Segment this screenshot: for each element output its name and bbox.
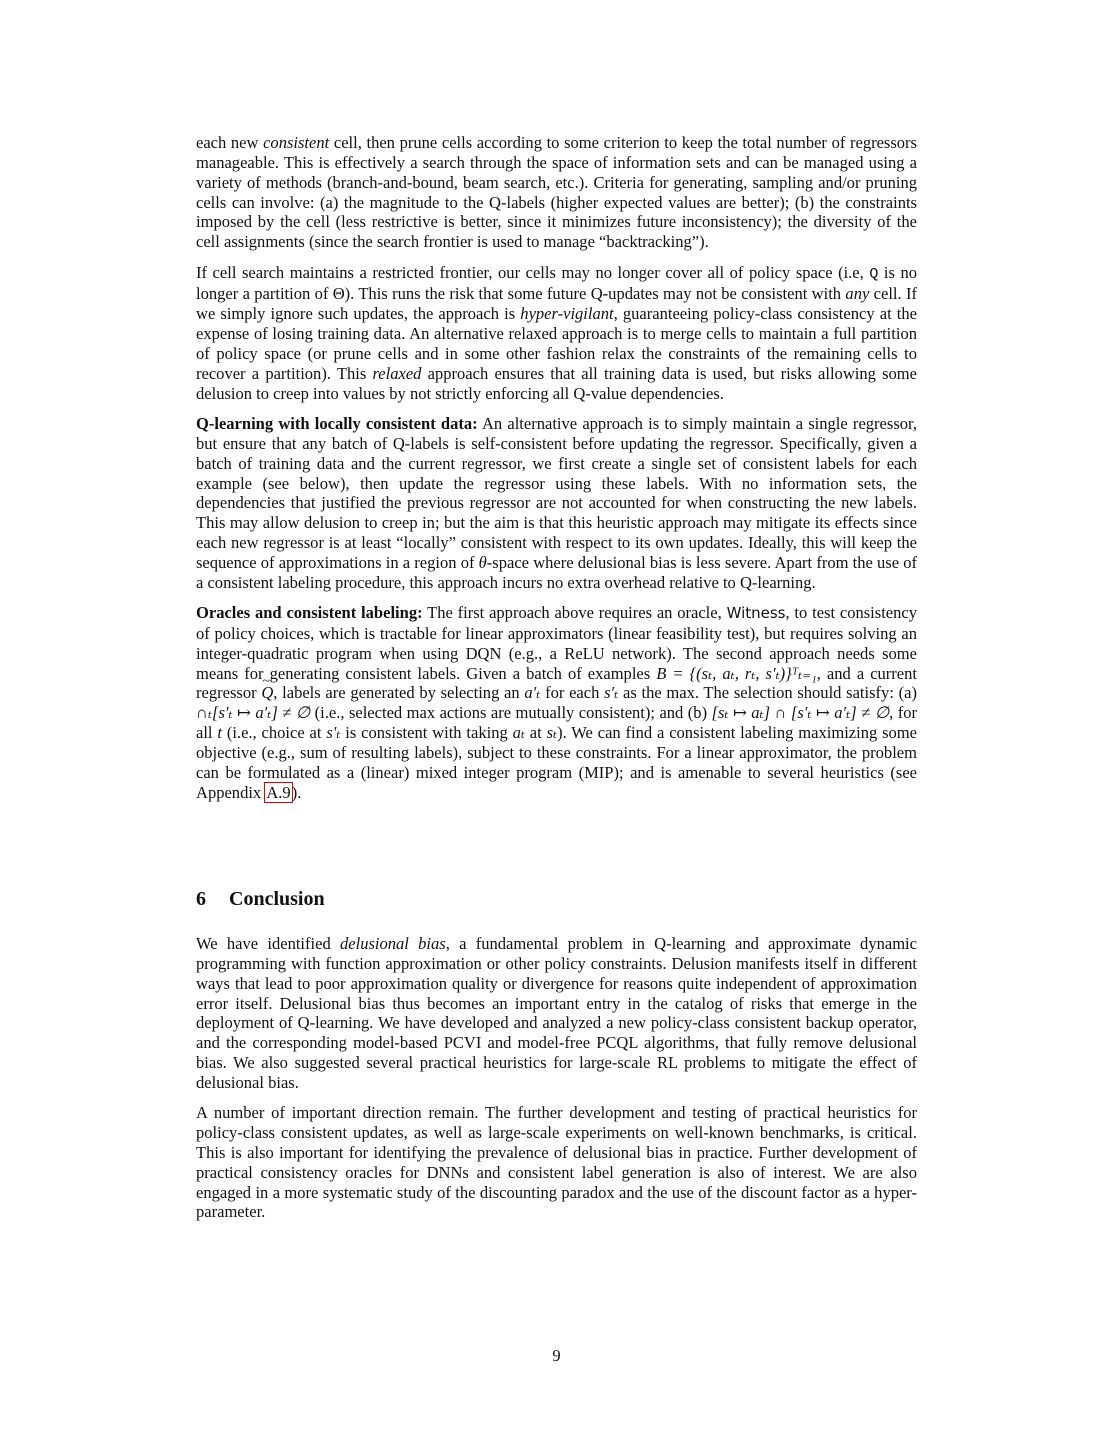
math-condition-b: [sₜ ↦ aₜ] ∩ [s′ₜ ↦ a′ₜ] ≠ ∅ xyxy=(711,703,890,723)
emphasis: any xyxy=(845,284,870,304)
math-t: t xyxy=(217,723,222,743)
page-number: 9 xyxy=(552,1346,561,1365)
body-text xyxy=(196,133,917,803)
math-a-prime: a′ₜ xyxy=(524,683,541,703)
emphasis: consistent xyxy=(263,133,330,152)
paragraph-locally-consistent: Q-learning with locally consistent data: An alternative approach is to simply maintain a single regressor, but ensure that any batch of Q-labels is self-consistent before updating the regressor. Specifically, given a batch of training data and the current regressor, we first create a single set of consistent labels for each example (see below), then update the regressor using these labels. With no information sets, the dependencies that justified the previous regressor are not accounted for when constructing the new labels. This may allow delusion to creep in; but the aim is that this heuristic approach may mitigate its effects since each new regressor is at least “locally” consistent with respect to its own updates. Ideally, this will keep the sequence of approximations in a region of θ-space where delusional bias is less severe. Apart from the use of a consistent labeling procedure, this approach incurs no extra overhead relative to Q-learning. xyxy=(196,413,917,592)
conclusion-text xyxy=(196,934,917,1222)
emphasis: delusional bias xyxy=(340,934,446,953)
math-a-t: aₜ xyxy=(512,723,525,743)
code-q: Q xyxy=(869,265,879,283)
run-in-heading: Q-learning with locally consistent data: xyxy=(196,413,478,433)
run-in-heading: Oracles and consistent labeling: xyxy=(196,603,423,623)
paragraph-conclusion-summary: We have identified delusional bias, a fundamental problem in Q-learning and approximate dynamic programming with function approximation or other policy constraints. Delusion manifests itself in different ways that lead to poor approximation quality or divergence for reasons quite independent of approximation error itself. Delusional bias thus becomes an important entry in the catalog of risks that emerge in the deployment of Q-learning. We have developed and analyzed a new policy-class consistent backup operator, and the corresponding model-based PCVI and model-free PCQL algorithms, that fully remove delusional bias. We also suggested several practical heuristics for large-scale RL problems to mitigate the effect of delusional bias. xyxy=(196,934,917,1092)
emphasis: hyper-vigilant xyxy=(520,304,614,324)
math-q-tilde: ~ Q xyxy=(261,683,273,703)
math-s-prime: s′ₜ xyxy=(326,723,341,743)
math-condition-a: ∩ₜ[s′ₜ ↦ a′ₜ] ≠ ∅ xyxy=(196,703,311,723)
emphasis: relaxed xyxy=(372,363,422,383)
section-heading xyxy=(196,888,325,911)
math-batch: B = {(sₜ, aₜ, rₜ, s′ₜ)}ᵀₜ₌₁ xyxy=(656,663,817,683)
paragraph-future-work: A number of important direction remain. The further development and testing of practical heuristics for policy-class consistent updates, as well as large-scale experiments on well-known benchmarks, is critical. This is also important for identifying the prevalence of delusional bias in practice. Further development of practical consistency oracles for DNNs and consistent label generation is also of interest. We are also engaged in a more systematic study of the discounting paradox and the use of the discount factor as a hyper-parameter. xyxy=(196,1103,917,1222)
paragraph-cell-search: each new consistent cell, then prune cells according to some criterion to keep the total number of regressors manageable. This is effectively a search through the space of information sets and can be managed using a variety of methods (branch-and-bound, beam search, etc.). Criteria for generating, sampling and/or pruning cells can involve: (a) the magnitude to the Q-labels (higher expected values are better); (b) the constraints imposed by the cell (less restrictive is better, since it minimizes future inconsistency); the diversity of the cell assignments (since the search frontier is used to manage “backtracking”). xyxy=(196,133,917,252)
oracle-name: Witness xyxy=(726,604,786,623)
math-s-prime: s′ₜ xyxy=(604,683,619,703)
section-number: 6 xyxy=(196,888,206,910)
math-theta: θ xyxy=(478,552,487,572)
paragraph-restricted-frontier: If cell search maintains a restricted frontier, our cells may no longer cover all of policy space (i.e, Q is no longer a partition of Θ). This runs the risk that some future Q-updates may not be consistent with any cell. If we simply ignore such updates, the approach is hyper-vigilant, guaranteeing policy-class consistency at the expense of losing training data. An alternative relaxed approach is to merge cells to maintain a full partition of policy space (or prune cells and in some other fashion relax the constraints of the remaining cells to recover a partition). This relaxed approach ensures that all training data is used, but risks allowing some delusion to creep into values by not strictly enforcing all Q-value dependencies. xyxy=(196,262,917,403)
paragraph-oracles: Oracles and consistent labeling: The first approach above requires an oracle, Witness, to test consistency of policy choices, which is tractable for linear approximators (linear feasibility test), but requires solving an integer-quadratic program when using DQN (e.g., a ReLU network). The second approach needs some means for generating consistent labels. Given a batch of examples B = {(sₜ, aₜ, rₜ, s′ₜ)}ᵀₜ₌₁, and a current regressor ~ Q, labels are generated by selecting an a′ₜ for each s′ₜ as the max. The selection should satisfy: (a) ∩ₜ[s′ₜ ↦ a′ₜ] ≠ ∅ (i.e., selected max actions are mutually consistent); and (b) [sₜ ↦ aₜ] ∩ [s′ₜ ↦ a′ₜ] ≠ ∅, for all t (i.e., choice at s′ₜ is consistent with taking aₜ at sₜ). We can find a consistent labeling maximizing some objective (e.g., sum of resulting labels), subject to these constraints. For a linear approximator, the problem can be formulated as a (linear) mixed integer program (MIP); and is amenable to several heuristics (see Appendix A.9). xyxy=(196,603,917,802)
section-title: Conclusion xyxy=(229,888,325,910)
appendix-link[interactable]: A.9 xyxy=(266,782,291,802)
math-s-t: sₜ xyxy=(546,723,558,743)
